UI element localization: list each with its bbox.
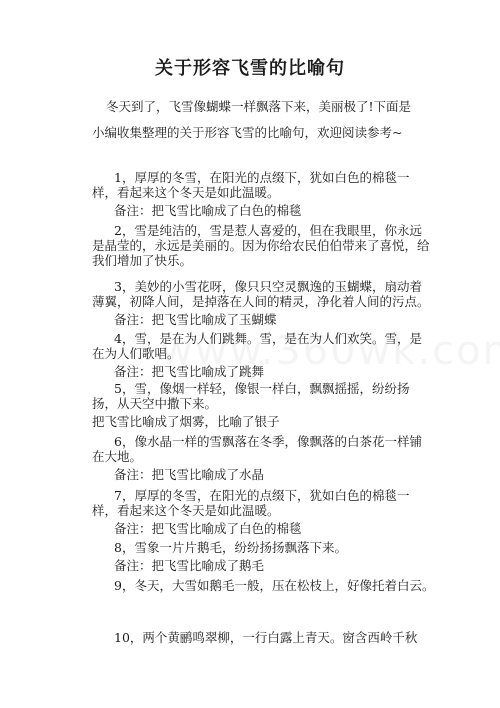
item-text: 4，雪，是在为人们跳舞。雪，是在为人们欢笑。雪，是在为人们歌唱。: [92, 331, 422, 361]
item-text: 10，两个黄鹂鸣翠柳，一行白露上青天。窗含西岭千秋: [114, 630, 418, 645]
item-note: 备注：把飞雪比喻成了鹅毛: [114, 558, 265, 573]
item-text: 1，厚厚的冬雪，在阳光的点缀下，犹如白色的棉毯一样，看起来这个冬天是如此温暖。: [92, 170, 410, 200]
item-note: 备注：把飞雪比喻成了水晶: [114, 467, 265, 482]
item-note: 备注：把飞雪比喻成了白色的棉毯: [114, 203, 302, 218]
item-text: 8，雪象一片片鹅毛，纷纷扬扬飘落下来。: [114, 540, 347, 555]
item-note: 把飞雪比喻成了烟雾，比喻了银子: [92, 414, 280, 429]
list-item: [92, 630, 452, 645]
item-text: 5，雪，像烟一样轻，像银一样白，飘飘摇摇，纷纷扬扬，从天空中撒下来。: [92, 381, 410, 411]
page-title: 关于形容飞雪的比喻句: [155, 58, 345, 79]
list-item: [92, 223, 432, 268]
list-item: [92, 578, 452, 593]
list-item: [92, 170, 432, 218]
item-text: 2，雪是纯洁的，雪是惹人喜爱的，但在我眼里，你永远是晶莹的，永远是美丽的。因为你给农民伯伯带来了喜悦，给我们增加了快乐。: [92, 223, 430, 268]
item-text: 3，美妙的小雪花呀，像只只空灵飘逸的玉蝴蝶，扇动着薄翼，初降人间，是掉落在人间的精灵，净化着人间的污点。: [92, 279, 430, 309]
list-item: [92, 488, 432, 536]
list-item: [92, 540, 432, 573]
list-item: [92, 434, 432, 482]
item-text: 7，厚厚的冬雪，在阳光的点缀下，犹如白色的棉毯一样，看起来这个冬天是如此温暖。: [92, 488, 410, 518]
item-note: 备注：把飞雪比喻成了跳舞: [114, 364, 265, 379]
item-text: 6，像水晶一样的雪飘落在冬季，像飘落的白茶花一样铺在大地。: [92, 434, 422, 464]
intro-paragraph: [92, 94, 422, 146]
list-item: [92, 331, 432, 379]
item-note: 备注：把飞雪比喻成了白色的棉毯: [114, 521, 302, 536]
item-text: 9，冬天，大雪如鹅毛一般，压在松枝上，好像托着白云。: [114, 578, 435, 593]
intro-text: 冬天到了，飞雪像蝴蝶一样飘落下来，美丽极了!下面是小编收集整理的关于形容飞雪的比喻句，欢迎阅读参考~: [92, 99, 412, 140]
item-note: 备注：把飞雪比喻成了玉蝴蝶: [114, 312, 277, 327]
list-item: [92, 279, 432, 327]
list-item: [92, 381, 432, 429]
